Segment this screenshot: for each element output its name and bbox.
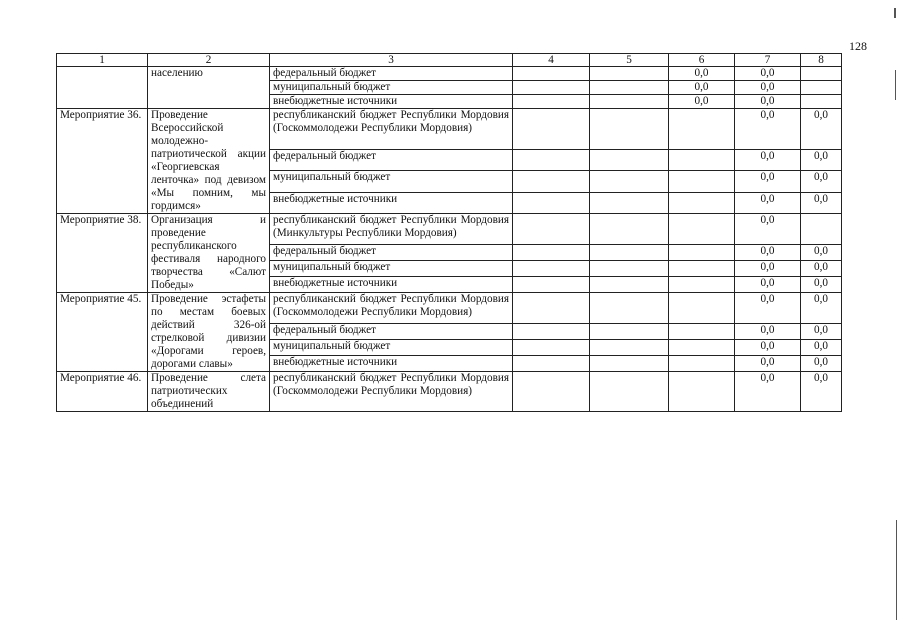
- value-c7: 0,0: [735, 355, 801, 371]
- value-c7: 0,0: [735, 260, 801, 276]
- value-c6: 0,0: [669, 95, 735, 109]
- budget-table: [56, 53, 842, 412]
- value-c7: 0,0: [735, 192, 801, 213]
- value-c6: [669, 171, 735, 192]
- funding-source: федеральный бюджет: [270, 244, 513, 260]
- value-c4: [513, 192, 590, 213]
- value-c7: 0,0: [735, 81, 801, 95]
- value-c8: 0,0: [801, 260, 842, 276]
- value-c5: [590, 81, 669, 95]
- column-header-7: 7: [735, 54, 801, 67]
- funding-source: муниципальный бюджет: [270, 171, 513, 192]
- value-c8: 0,0: [801, 171, 842, 192]
- value-c5: [590, 214, 669, 245]
- header-row: [57, 54, 842, 67]
- funding-source: муниципальный бюджет: [270, 81, 513, 95]
- measure-name: Проведение эстафеты по местам боевых действий 326-ой стрелковой дивизии «Дорогами героев, дорогами славы»: [148, 293, 270, 372]
- value-c7: 0,0: [735, 214, 801, 245]
- funding-source: муниципальный бюджет: [270, 339, 513, 355]
- value-c8: [801, 214, 842, 245]
- value-c6: [669, 150, 735, 171]
- value-c4: [513, 171, 590, 192]
- value-c4: [513, 244, 590, 260]
- value-c4: [513, 214, 590, 245]
- value-c8: [801, 81, 842, 95]
- value-c5: [590, 192, 669, 213]
- value-c7: 0,0: [735, 339, 801, 355]
- table-row: [57, 293, 842, 324]
- column-header-2: 2: [148, 54, 270, 67]
- funding-source: внебюджетные источники: [270, 192, 513, 213]
- measure-code: Мероприятие 45.: [57, 293, 148, 372]
- value-c4: [513, 150, 590, 171]
- value-c4: [513, 67, 590, 81]
- value-c7: 0,0: [735, 171, 801, 192]
- value-c5: [590, 293, 669, 324]
- value-c8: 0,0: [801, 339, 842, 355]
- funding-source: муниципальный бюджет: [270, 260, 513, 276]
- value-c7: 0,0: [735, 109, 801, 150]
- value-c8: 0,0: [801, 244, 842, 260]
- value-c6: [669, 109, 735, 150]
- value-c8: 0,0: [801, 355, 842, 371]
- value-c5: [590, 95, 669, 109]
- value-c8: [801, 67, 842, 81]
- value-c5: [590, 109, 669, 150]
- measure-name: населению: [148, 67, 270, 109]
- value-c6: [669, 293, 735, 324]
- value-c6: [669, 339, 735, 355]
- value-c5: [590, 323, 669, 339]
- value-c6: 0,0: [669, 81, 735, 95]
- value-c6: [669, 260, 735, 276]
- value-c5: [590, 276, 669, 292]
- value-c6: [669, 244, 735, 260]
- value-c5: [590, 244, 669, 260]
- column-header-3: 3: [270, 54, 513, 67]
- column-header-5: 5: [590, 54, 669, 67]
- funding-source: республиканский бюджет Республики Мордовия (Госкоммолодежи Республики Мордовия): [270, 109, 513, 150]
- value-c4: [513, 372, 590, 412]
- value-c6: [669, 355, 735, 371]
- measure-name: Организация и проведение республиканского фестиваля народного творчества «Салют Победы»: [148, 214, 270, 293]
- value-c4: [513, 81, 590, 95]
- value-c6: [669, 323, 735, 339]
- value-c4: [513, 109, 590, 150]
- value-c8: 0,0: [801, 276, 842, 292]
- scan-edge-marks: [888, 0, 905, 640]
- value-c7: 0,0: [735, 95, 801, 109]
- measure-name: Проведение Всероссийской молодежно-патриотической акции «Георгиевская ленточка» под девизом «Мы помним, мы гордимся»: [148, 109, 270, 214]
- value-c5: [590, 372, 669, 412]
- value-c8: 0,0: [801, 293, 842, 324]
- funding-source: федеральный бюджет: [270, 323, 513, 339]
- value-c5: [590, 150, 669, 171]
- value-c6: 0,0: [669, 67, 735, 81]
- value-c8: 0,0: [801, 323, 842, 339]
- funding-source: федеральный бюджет: [270, 67, 513, 81]
- page-number: 128: [849, 39, 867, 53]
- value-c8: 0,0: [801, 372, 842, 412]
- value-c7: 0,0: [735, 244, 801, 260]
- funding-source: республиканский бюджет Республики Мордовия (Госкоммолодежи Республики Мордовия): [270, 372, 513, 412]
- value-c7: 0,0: [735, 293, 801, 324]
- table-row: [57, 372, 842, 412]
- column-header-1: 1: [57, 54, 148, 67]
- value-c4: [513, 323, 590, 339]
- value-c8: 0,0: [801, 192, 842, 213]
- funding-source: республиканский бюджет Республики Мордовия (Минкультуры Республики Мордовия): [270, 214, 513, 245]
- value-c4: [513, 260, 590, 276]
- measure-name: Проведение слета патриотических объединений: [148, 372, 270, 412]
- value-c6: [669, 372, 735, 412]
- funding-source: федеральный бюджет: [270, 150, 513, 171]
- value-c5: [590, 260, 669, 276]
- value-c4: [513, 293, 590, 324]
- value-c6: [669, 276, 735, 292]
- value-c7: 0,0: [735, 67, 801, 81]
- value-c7: 0,0: [735, 323, 801, 339]
- value-c6: [669, 192, 735, 213]
- table-row: [57, 214, 842, 245]
- value-c8: [801, 95, 842, 109]
- column-header-6: 6: [669, 54, 735, 67]
- value-c7: 0,0: [735, 276, 801, 292]
- value-c5: [590, 171, 669, 192]
- value-c4: [513, 95, 590, 109]
- value-c4: [513, 276, 590, 292]
- value-c4: [513, 355, 590, 371]
- column-header-8: 8: [801, 54, 842, 67]
- value-c7: 0,0: [735, 372, 801, 412]
- value-c8: 0,0: [801, 109, 842, 150]
- funding-source: внебюджетные источники: [270, 276, 513, 292]
- value-c5: [590, 67, 669, 81]
- measure-code: Мероприятие 36.: [57, 109, 148, 214]
- table-row: [57, 67, 842, 81]
- measure-code: Мероприятие 38.: [57, 214, 148, 293]
- measure-code: [57, 67, 148, 109]
- funding-source: внебюджетные источники: [270, 95, 513, 109]
- column-header-4: 4: [513, 54, 590, 67]
- value-c6: [669, 214, 735, 245]
- value-c4: [513, 339, 590, 355]
- funding-source: внебюджетные источники: [270, 355, 513, 371]
- value-c5: [590, 339, 669, 355]
- value-c5: [590, 355, 669, 371]
- funding-source: республиканский бюджет Республики Мордовия (Госкоммолодежи Республики Мордовия): [270, 293, 513, 324]
- value-c7: 0,0: [735, 150, 801, 171]
- measure-code: Мероприятие 46.: [57, 372, 148, 412]
- table-row: [57, 109, 842, 150]
- value-c8: 0,0: [801, 150, 842, 171]
